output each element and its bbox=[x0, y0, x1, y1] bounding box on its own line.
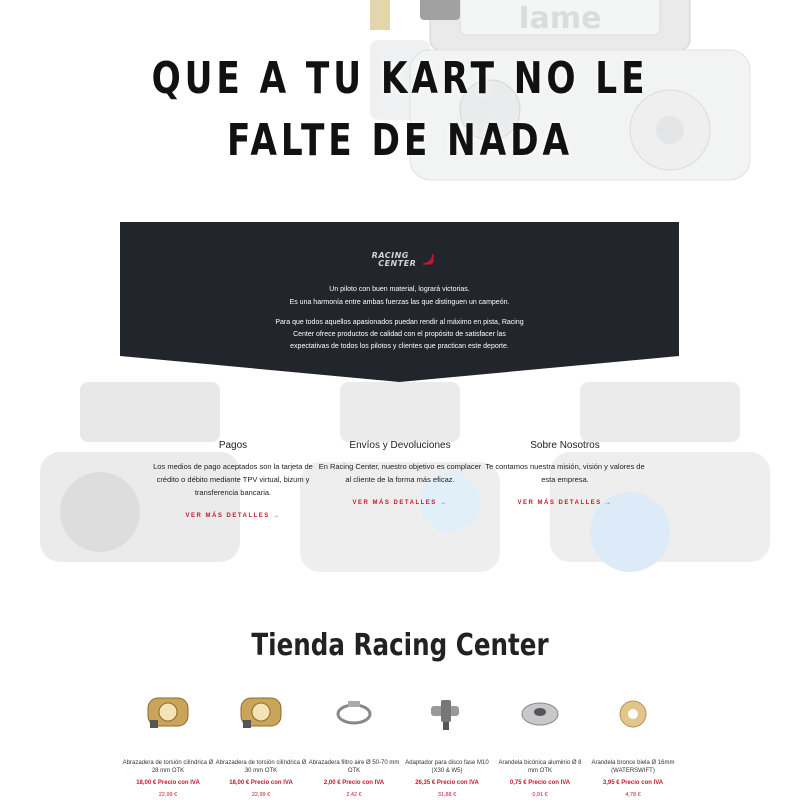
product-card[interactable] bbox=[308, 684, 400, 798]
payments-details-link[interactable]: VER MÁS DETALLES → bbox=[185, 513, 281, 519]
intro-text-2: Es una harmonía entre ambas fuerzas las que distinguen un campeón. bbox=[289, 299, 510, 306]
shop-title: Tienda Racing Center bbox=[251, 628, 549, 663]
hero-title: QUE A TU KART NO LE FALTE DE NADA bbox=[151, 53, 649, 166]
product-card[interactable] bbox=[215, 684, 307, 798]
service-title: Pagos bbox=[218, 440, 248, 451]
logo-swoosh-icon bbox=[421, 252, 435, 266]
services-section bbox=[0, 382, 800, 592]
service-payments bbox=[148, 440, 318, 522]
hero-section bbox=[0, 0, 800, 222]
product-price: 2,00 € Precio con IVA bbox=[323, 780, 385, 786]
washer-icon bbox=[494, 684, 586, 742]
intro-text-1: Un piloto con buen material, logrará victorias. bbox=[329, 286, 470, 293]
product-price: 26,35 € Precio con IVA bbox=[415, 780, 479, 786]
racing-center-logo bbox=[120, 252, 679, 271]
service-about bbox=[480, 440, 650, 509]
clamp-icon bbox=[215, 684, 307, 742]
product-card[interactable] bbox=[587, 684, 679, 798]
product-price-vat: 4,78 € bbox=[625, 792, 641, 798]
product-name[interactable]: Arandela bronce biela Ø 16mm (WATERSWIFT) bbox=[591, 760, 675, 774]
clamp-icon bbox=[122, 684, 214, 742]
product-name[interactable]: Arandela bicónica aluminio Ø 8 mm OTK bbox=[498, 760, 582, 774]
service-title: Envíos y Devoluciones bbox=[349, 440, 451, 451]
product-price-vat: 2,42 € bbox=[346, 792, 362, 798]
logo-line-2: CENTER bbox=[378, 259, 417, 268]
product-price-vat: 31,88 € bbox=[437, 792, 457, 798]
product-name[interactable]: Abrazadera filtro aire Ø 50-70 mm OTK bbox=[308, 760, 400, 774]
shipping-details-link[interactable]: VER MÁS DETALLES → bbox=[352, 500, 448, 506]
product-grid bbox=[122, 684, 678, 800]
engine-brand-mark: Iame bbox=[518, 1, 602, 36]
product-price-vat: 22,99 € bbox=[251, 792, 271, 798]
adapter-icon bbox=[401, 684, 493, 742]
product-card[interactable] bbox=[494, 684, 586, 798]
product-price: 0,75 € Precio con IVA bbox=[509, 780, 571, 786]
intro-panel bbox=[120, 222, 679, 382]
bronze-washer-icon bbox=[587, 684, 679, 742]
product-price: 18,00 € Precio con IVA bbox=[229, 780, 293, 786]
product-price: 3,95 € Precio con IVA bbox=[602, 780, 664, 786]
service-title: Sobre Nosotros bbox=[530, 440, 600, 451]
hose-clamp-icon bbox=[308, 684, 400, 742]
logo-line-1: RACING bbox=[371, 251, 409, 260]
service-text: Los medios de pago aceptados son la tarjeta de crédito o débito mediante TPV virtual, bizum y transferencia bancaria. bbox=[153, 462, 313, 497]
about-details-link[interactable]: VER MÁS DETALLES → bbox=[517, 500, 613, 506]
product-price: 18,00 € Precio con IVA bbox=[136, 780, 200, 786]
product-card[interactable] bbox=[401, 684, 493, 798]
service-shipping bbox=[315, 440, 485, 509]
service-text: En Racing Center, nuestro objetivo es complacer al cliente de la forma más eficaz. bbox=[318, 462, 482, 484]
service-text: Te contamos nuestra misión, visión y valores de esta empresa. bbox=[485, 462, 645, 484]
product-price-vat: 22,99 € bbox=[158, 792, 178, 798]
product-price-vat: 0,91 € bbox=[532, 792, 548, 798]
product-name[interactable]: Abrazadera de torsión cilíndrica Ø 28 mm OTK bbox=[122, 760, 214, 774]
product-card[interactable] bbox=[122, 684, 214, 798]
intro-text-3: Para que todos aquellos apasionados puedan rendir al máximo en pista, Racing Center ofrece productos de calidad con el propósito de satisfacer las expectativas de todos los pilotos y clientes que practican este deporte. bbox=[275, 319, 524, 350]
product-name[interactable]: Abrazadera de torsión cilíndrica Ø 30 mm OTK bbox=[215, 760, 307, 774]
product-name[interactable]: Adaptador para disco fase M10 (X30 & W5) bbox=[405, 760, 489, 774]
